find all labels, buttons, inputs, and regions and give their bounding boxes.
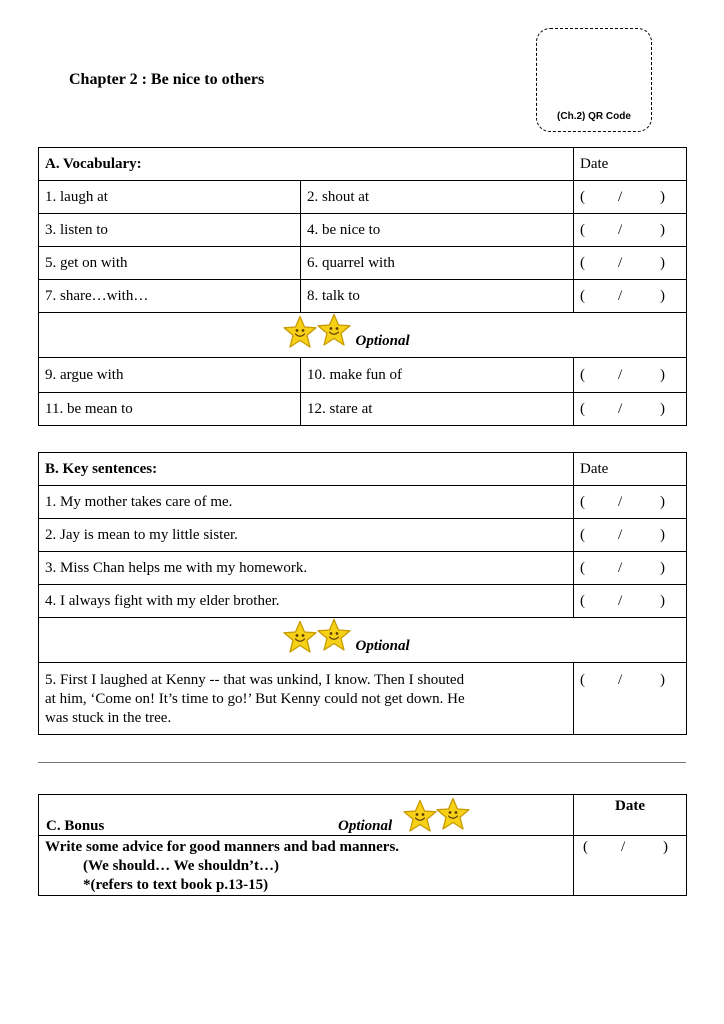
table-row: [39, 519, 687, 552]
table-row: [39, 552, 687, 585]
date-field[interactable]: ( / ): [574, 280, 687, 313]
table-row: [39, 585, 687, 618]
sentence-line: at him, ‘Come on! It’s time to go!’ But Kenny could not get down. He: [45, 691, 465, 707]
bonus-line: *(refers to text book p.13-15): [83, 877, 269, 893]
bonus-line: (We should… We shouldn’t…): [83, 858, 280, 874]
table-row: [39, 453, 687, 486]
sentence-line: 5. First I laughed at Kenny -- that was unkind, I know. Then I shouted: [45, 672, 465, 688]
bonus-table: [38, 794, 687, 896]
date-header: Date: [574, 148, 687, 181]
date-field[interactable]: ( / ): [574, 393, 687, 426]
date-field[interactable]: ( / ): [574, 214, 687, 247]
key-sentences-table: [38, 452, 687, 735]
page-title: Chapter 2 : Be nice to others: [69, 71, 265, 88]
optional-row: [39, 313, 687, 358]
vocab-item: 4. be nice to: [301, 214, 574, 247]
date-field[interactable]: ( / ): [574, 552, 687, 585]
qr-code-placeholder: [536, 28, 652, 132]
date-field[interactable]: ( / ): [574, 663, 687, 735]
table-row: [39, 358, 687, 393]
vocab-item: 1. laugh at: [39, 181, 301, 214]
vocabulary-heading: A. Vocabulary:: [39, 148, 574, 181]
vocab-item: 9. argue with: [39, 358, 301, 393]
table-row: [39, 486, 687, 519]
vocab-item: 12. stare at: [301, 393, 574, 426]
vocabulary-table: [38, 147, 687, 426]
vocab-item: 2. shout at: [301, 181, 574, 214]
optional-label: Optional: [338, 818, 393, 834]
date-header: Date: [574, 795, 687, 836]
sentence-item: [39, 663, 574, 735]
optional-label: Optional: [355, 333, 410, 349]
sentence-line: was stuck in the tree.: [45, 710, 172, 726]
date-field[interactable]: ( / ): [574, 585, 687, 618]
vocab-item: 11. be mean to: [39, 393, 301, 426]
date-field[interactable]: ( / ): [574, 836, 687, 896]
table-row: [39, 795, 687, 836]
table-row: [39, 393, 687, 426]
table-row: [39, 663, 687, 735]
sentence-item: 2. Jay is mean to my little sister.: [39, 519, 574, 552]
star-icon: [436, 797, 470, 831]
star-icon: [317, 313, 351, 347]
table-row: [39, 214, 687, 247]
date-field[interactable]: ( / ): [574, 486, 687, 519]
vocab-item: 3. listen to: [39, 214, 301, 247]
vocab-item: 6. quarrel with: [301, 247, 574, 280]
date-header: Date: [574, 453, 687, 486]
date-field[interactable]: ( / ): [574, 181, 687, 214]
bonus-heading: C. Bonus: [46, 818, 105, 834]
sentence-item: 3. Miss Chan helps me with my homework.: [39, 552, 574, 585]
optional-label: Optional: [355, 638, 410, 654]
table-row: [39, 148, 687, 181]
table-row: [39, 836, 687, 896]
key-sentences-heading: B. Key sentences:: [39, 453, 574, 486]
star-icon: [283, 315, 317, 349]
date-field[interactable]: ( / ): [574, 247, 687, 280]
bonus-line: Write some advice for good manners and bad manners.: [45, 839, 400, 855]
star-icon: [403, 799, 437, 833]
divider: [38, 762, 686, 763]
vocab-item: 8. talk to: [301, 280, 574, 313]
date-field[interactable]: ( / ): [574, 358, 687, 393]
date-field[interactable]: ( / ): [574, 519, 687, 552]
vocab-item: 5. get on with: [39, 247, 301, 280]
qr-code-label: (Ch.2) QR Code: [557, 111, 631, 122]
vocab-item: 10. make fun of: [301, 358, 574, 393]
table-row: [39, 247, 687, 280]
star-icon: [317, 618, 351, 652]
bonus-instructions: [39, 836, 574, 896]
vocab-item: 7. share…with…: [39, 280, 301, 313]
optional-row: [39, 618, 687, 663]
star-icon: [283, 620, 317, 654]
table-row: [39, 280, 687, 313]
sentence-item: 4. I always fight with my elder brother.: [39, 585, 574, 618]
sentence-item: 1. My mother takes care of me.: [39, 486, 574, 519]
table-row: [39, 181, 687, 214]
